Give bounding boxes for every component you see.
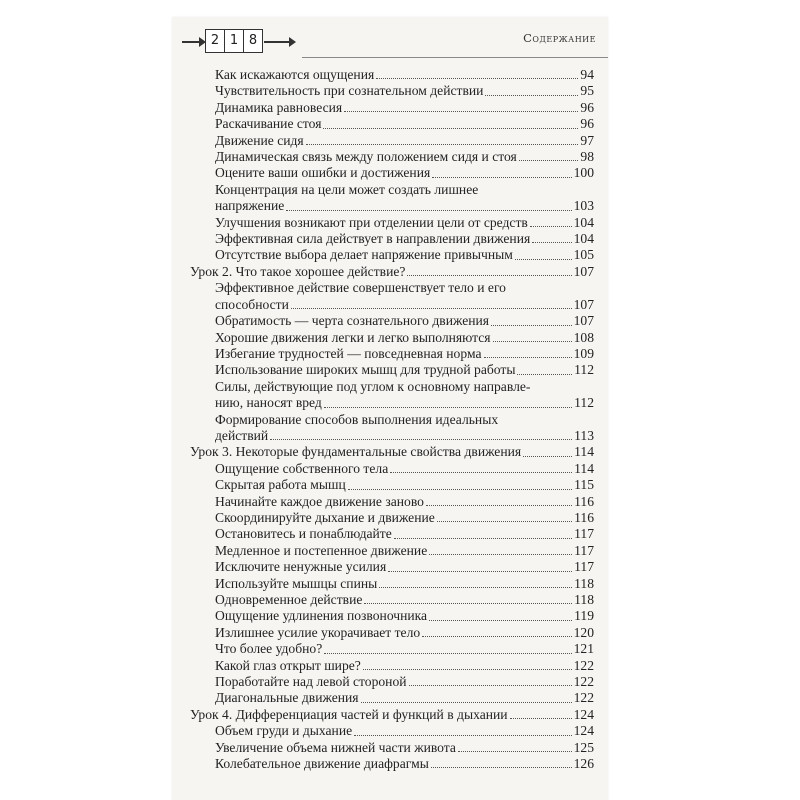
- toc-entry[interactable]: [190, 477, 594, 493]
- dot-leader: [361, 702, 572, 703]
- toc-entry-row: [190, 444, 594, 460]
- toc-entry-text: действий: [215, 427, 269, 443]
- toc-page-number: 122: [573, 657, 594, 673]
- toc-entry[interactable]: [190, 510, 594, 526]
- dot-leader: [458, 751, 572, 752]
- toc-entry-row: [190, 264, 594, 280]
- toc-page-number: 116: [574, 493, 594, 509]
- dot-leader: [291, 308, 572, 309]
- toc-page-number: 104: [573, 231, 594, 247]
- toc-page-number: 113: [574, 427, 594, 443]
- toc-page-number: 117: [574, 526, 594, 542]
- toc-page-number: 94: [580, 67, 594, 82]
- toc-entry-text: Как искажаются ощущения: [215, 67, 375, 82]
- toc-page-number: 122: [573, 674, 594, 690]
- toc-entry-row: [215, 494, 594, 510]
- toc-page-number: 107: [573, 313, 594, 329]
- book-page: [172, 17, 608, 800]
- toc-page-number: 118: [574, 592, 594, 607]
- toc-entry-text-first-line: Силы, действующие под углом к основному направле-: [215, 378, 531, 394]
- toc-page-number: 97: [580, 132, 594, 148]
- toc-page-number: 115: [574, 477, 594, 493]
- toc-page-number: 126: [573, 756, 594, 772]
- toc-entry[interactable]: [190, 330, 594, 346]
- toc-entry-row: [215, 543, 594, 559]
- toc-page-number: 96: [580, 99, 594, 115]
- toc-page-number: 107: [573, 263, 594, 279]
- dot-leader: [379, 587, 572, 588]
- toc-entry-text: Увеличение объема нижней части живота: [215, 739, 456, 755]
- toc-entry-text: Ощущение собственного тела: [215, 460, 389, 476]
- toc-entry[interactable]: [190, 133, 594, 149]
- toc-entry[interactable]: [190, 740, 594, 756]
- toc-entry-text: Исключите ненужные усилия: [215, 559, 387, 575]
- toc-entry[interactable]: [190, 674, 594, 690]
- toc-page-number: 121: [573, 641, 594, 657]
- arrow-icon: [264, 41, 294, 43]
- toc-entry-row: [215, 756, 594, 772]
- toc-page-number: 114: [574, 444, 594, 460]
- toc-chapter[interactable]: [190, 444, 594, 460]
- toc-entry-row: [215, 215, 594, 231]
- dot-leader: [485, 95, 578, 96]
- toc-entry-text: Улучшения возникают при отделении цели от средств: [215, 214, 528, 230]
- toc-entry-text: Объем груди и дыхание: [215, 723, 353, 739]
- toc-entry-text: способности: [215, 296, 289, 312]
- toc-entry-row: [215, 165, 594, 181]
- toc-page-number: 117: [574, 542, 594, 558]
- toc-entry[interactable]: [190, 494, 594, 510]
- toc-entry[interactable]: [190, 608, 594, 624]
- dot-leader: [426, 505, 572, 506]
- toc-entry-text: Какой глаз открыт шире?: [215, 657, 361, 673]
- dot-leader: [429, 620, 572, 621]
- toc-entry-row: [215, 641, 594, 657]
- toc-entry-row: [215, 362, 594, 378]
- toc-entry-text-first-line: Концентрация на цели может создать лишнее: [215, 181, 479, 197]
- toc-page-number: 120: [573, 624, 594, 640]
- toc-page-number: 112: [574, 395, 594, 411]
- toc-entry[interactable]: [190, 559, 594, 575]
- toc-entry-row: [215, 198, 594, 214]
- toc-entry-text: Хорошие движения легки и легко выполняются: [215, 329, 491, 345]
- toc-entry[interactable]: [190, 723, 594, 739]
- toc-entry-row: [215, 133, 594, 149]
- dot-leader: [409, 685, 572, 686]
- toc-entry-row: [215, 723, 594, 739]
- dot-leader: [348, 489, 572, 490]
- dot-leader: [388, 571, 572, 572]
- toc-page-number: 116: [574, 509, 594, 525]
- toc-entry-text: напряжение: [215, 198, 285, 214]
- toc-page-number: 104: [573, 214, 594, 230]
- toc-page-number: 114: [574, 460, 594, 476]
- toc-entry-text-first-line: Эффективное действие совершенствует тело и его: [215, 280, 506, 296]
- header-rule: [302, 57, 608, 58]
- toc-entry-text: Отсутствие выбора делает напряжение привычным: [215, 247, 513, 263]
- toc-entry-row: [215, 247, 594, 263]
- dot-leader: [364, 603, 572, 604]
- dot-leader: [532, 242, 571, 243]
- dot-leader: [429, 554, 572, 555]
- toc-entry[interactable]: [190, 641, 594, 657]
- dot-leader: [390, 472, 572, 473]
- toc-entry-row: [215, 690, 594, 706]
- toc-entry-text: Избегание трудностей — повседневная норма: [215, 345, 482, 361]
- dot-leader: [407, 275, 571, 276]
- toc-entry-row: [215, 592, 594, 608]
- dot-leader: [493, 341, 572, 342]
- toc-entry[interactable]: [190, 658, 594, 674]
- toc-entry-row: [215, 83, 594, 99]
- page-digit: 2: [205, 29, 225, 53]
- dot-leader: [484, 357, 572, 358]
- toc-page-number: 105: [573, 247, 594, 263]
- toc-entry[interactable]: [190, 313, 594, 329]
- toc-entry-text: Что более удобно?: [215, 641, 323, 657]
- dot-leader: [530, 226, 572, 227]
- toc-entry-text-first-line: Формирование способов выполнения идеальных: [215, 411, 499, 427]
- toc-entry-text: Эффективная сила действует в направлении движения: [215, 231, 531, 247]
- toc-entry-row: [215, 330, 594, 346]
- toc-entry-row: [215, 149, 594, 165]
- toc-entry[interactable]: [190, 215, 594, 231]
- toc-page-number: 119: [574, 608, 594, 624]
- dot-leader: [394, 538, 572, 539]
- toc-entry-text: Урок 3. Некоторые фундаментальные свойства движения: [190, 444, 522, 460]
- page-digit: 8: [243, 29, 263, 53]
- toc-entry-row: [215, 510, 594, 526]
- toc-entry[interactable]: [190, 83, 594, 99]
- toc-entry[interactable]: [190, 543, 594, 559]
- toc-entry-text: Оцените ваши ошибки и достижения: [215, 165, 431, 181]
- toc-entry-text: Одновременное действие: [215, 592, 363, 607]
- page-number: [205, 29, 262, 53]
- dot-leader: [519, 160, 579, 161]
- dot-leader: [517, 374, 572, 375]
- toc-page-number: 98: [580, 149, 594, 165]
- dot-leader: [324, 407, 572, 408]
- dot-leader: [344, 111, 578, 112]
- toc-entry[interactable]: [190, 116, 594, 132]
- toc-entry[interactable]: [190, 756, 594, 772]
- toc-entry-row: [215, 658, 594, 674]
- toc-entry-text: Раскачивание стоя: [215, 116, 322, 132]
- page-header: [172, 17, 608, 57]
- toc-page-number: 109: [573, 345, 594, 361]
- toc-entry-text: Урок 4. Дифференциация частей и функций в дыхании: [190, 706, 508, 722]
- toc-entry-row: [215, 608, 594, 624]
- toc-entry[interactable]: [190, 149, 594, 165]
- toc-entry[interactable]: [190, 100, 594, 116]
- toc-entry-text: Поработайте над левой стороной: [215, 674, 407, 690]
- toc-entry-row: [215, 740, 594, 756]
- toc-entry[interactable]: [190, 165, 594, 181]
- toc-entry-text: Урок 2. Что такое хорошее действие?: [190, 263, 406, 279]
- toc-entry[interactable]: [190, 182, 594, 215]
- toc-page-number: 108: [573, 329, 594, 345]
- toc-entry[interactable]: [190, 576, 594, 592]
- toc-entry[interactable]: [190, 592, 594, 608]
- toc-entry-row: [215, 231, 594, 247]
- toc-entry[interactable]: [190, 280, 594, 313]
- toc-chapter[interactable]: [190, 707, 594, 723]
- toc-entry[interactable]: [190, 247, 594, 263]
- dot-leader: [323, 128, 578, 129]
- toc-page-number: 107: [573, 296, 594, 312]
- toc-entry-text: Колебательное движение диафрагмы: [215, 756, 429, 772]
- toc-entry-text: Диагональные движения: [215, 690, 359, 706]
- toc-page-number: 125: [573, 739, 594, 755]
- dot-leader: [363, 669, 572, 670]
- toc-entry-row: [215, 428, 594, 444]
- toc-entry-text: Обратимость — черта сознательного движения: [215, 313, 490, 329]
- toc-entry[interactable]: [190, 346, 594, 362]
- dot-leader: [286, 210, 571, 211]
- toc-chapter[interactable]: [190, 264, 594, 280]
- toc-entry-row: [215, 395, 594, 411]
- toc-entry-row: [215, 297, 594, 313]
- toc-entry[interactable]: [190, 690, 594, 706]
- toc-entry-row: [190, 707, 594, 723]
- dot-leader: [515, 259, 572, 260]
- toc-entry-row: [215, 477, 594, 493]
- toc-entry-row: [215, 674, 594, 690]
- toc-page-number: 117: [574, 559, 594, 575]
- toc-entry[interactable]: [190, 362, 594, 378]
- toc-entry-row: [215, 576, 594, 592]
- toc-entry-text: Скоординируйте дыхание и движение: [215, 509, 435, 525]
- dot-leader: [324, 653, 571, 654]
- toc-entry-row: [215, 461, 594, 477]
- toc-page-number: 103: [573, 198, 594, 214]
- toc-page-number: 100: [573, 165, 594, 181]
- dot-leader: [431, 767, 572, 768]
- toc-entry-text: Динамическая связь между положением сидя и стоя: [215, 149, 517, 165]
- dot-leader: [306, 144, 579, 145]
- toc-entry-text: Используйте мышцы спины: [215, 575, 378, 591]
- toc-entry-row: [215, 526, 594, 542]
- dot-leader: [376, 78, 578, 79]
- toc-entry-row: [215, 116, 594, 132]
- toc-page-number: 118: [574, 575, 594, 591]
- running-title: Содержание: [523, 31, 596, 45]
- toc-entry[interactable]: [190, 379, 594, 412]
- toc-entry-text: Медленное и постепенное движение: [215, 542, 428, 558]
- toc-entry-text: Динамика равновесия: [215, 99, 343, 115]
- dot-leader: [510, 718, 572, 719]
- dot-leader: [270, 439, 572, 440]
- table-of-contents: [190, 67, 594, 772]
- toc-entry-text: нию, наносят вред: [215, 395, 322, 411]
- toc-page-number: 96: [580, 116, 594, 132]
- toc-entry-text: Скрытая работа мышц: [215, 477, 346, 493]
- dot-leader: [437, 521, 572, 522]
- toc-page-number: 124: [573, 706, 594, 722]
- dot-leader: [422, 636, 571, 637]
- toc-entry-text: Излишнее усилие укорачивает тело: [215, 624, 421, 640]
- toc-page-number: 95: [580, 83, 594, 99]
- page-digit: 1: [224, 29, 244, 53]
- toc-entry[interactable]: [190, 625, 594, 641]
- toc-entry[interactable]: [190, 526, 594, 542]
- toc-entry[interactable]: [190, 412, 594, 445]
- dot-leader: [491, 325, 572, 326]
- dot-leader: [523, 456, 572, 457]
- toc-entry[interactable]: [190, 461, 594, 477]
- toc-entry-text: Использование широких мышц для трудной работы: [215, 362, 516, 378]
- toc-page-number: 112: [574, 362, 594, 378]
- toc-entry-row: [215, 625, 594, 641]
- toc-entry-row: [215, 67, 594, 83]
- arrow-icon: [182, 41, 204, 43]
- toc-entry[interactable]: [190, 231, 594, 247]
- toc-entry-row: [215, 100, 594, 116]
- toc-entry-row: [215, 346, 594, 362]
- toc-entry-row: [215, 559, 594, 575]
- toc-entry[interactable]: [190, 67, 594, 83]
- toc-entry-text: Чувствительность при сознательном действии: [215, 83, 484, 99]
- toc-page-number: 124: [573, 723, 594, 739]
- toc-entry-text: Движение сидя: [215, 132, 304, 148]
- toc-page-number: 122: [573, 690, 594, 706]
- toc-entry-row: [215, 313, 594, 329]
- toc-entry-text: Остановитесь и понаблюдайте: [215, 526, 392, 542]
- dot-leader: [432, 177, 571, 178]
- toc-entry-text: Начинайте каждое движение заново: [215, 493, 424, 509]
- toc-entry-text: Ощущение удлинения позвоночника: [215, 608, 428, 624]
- dot-leader: [354, 735, 571, 736]
